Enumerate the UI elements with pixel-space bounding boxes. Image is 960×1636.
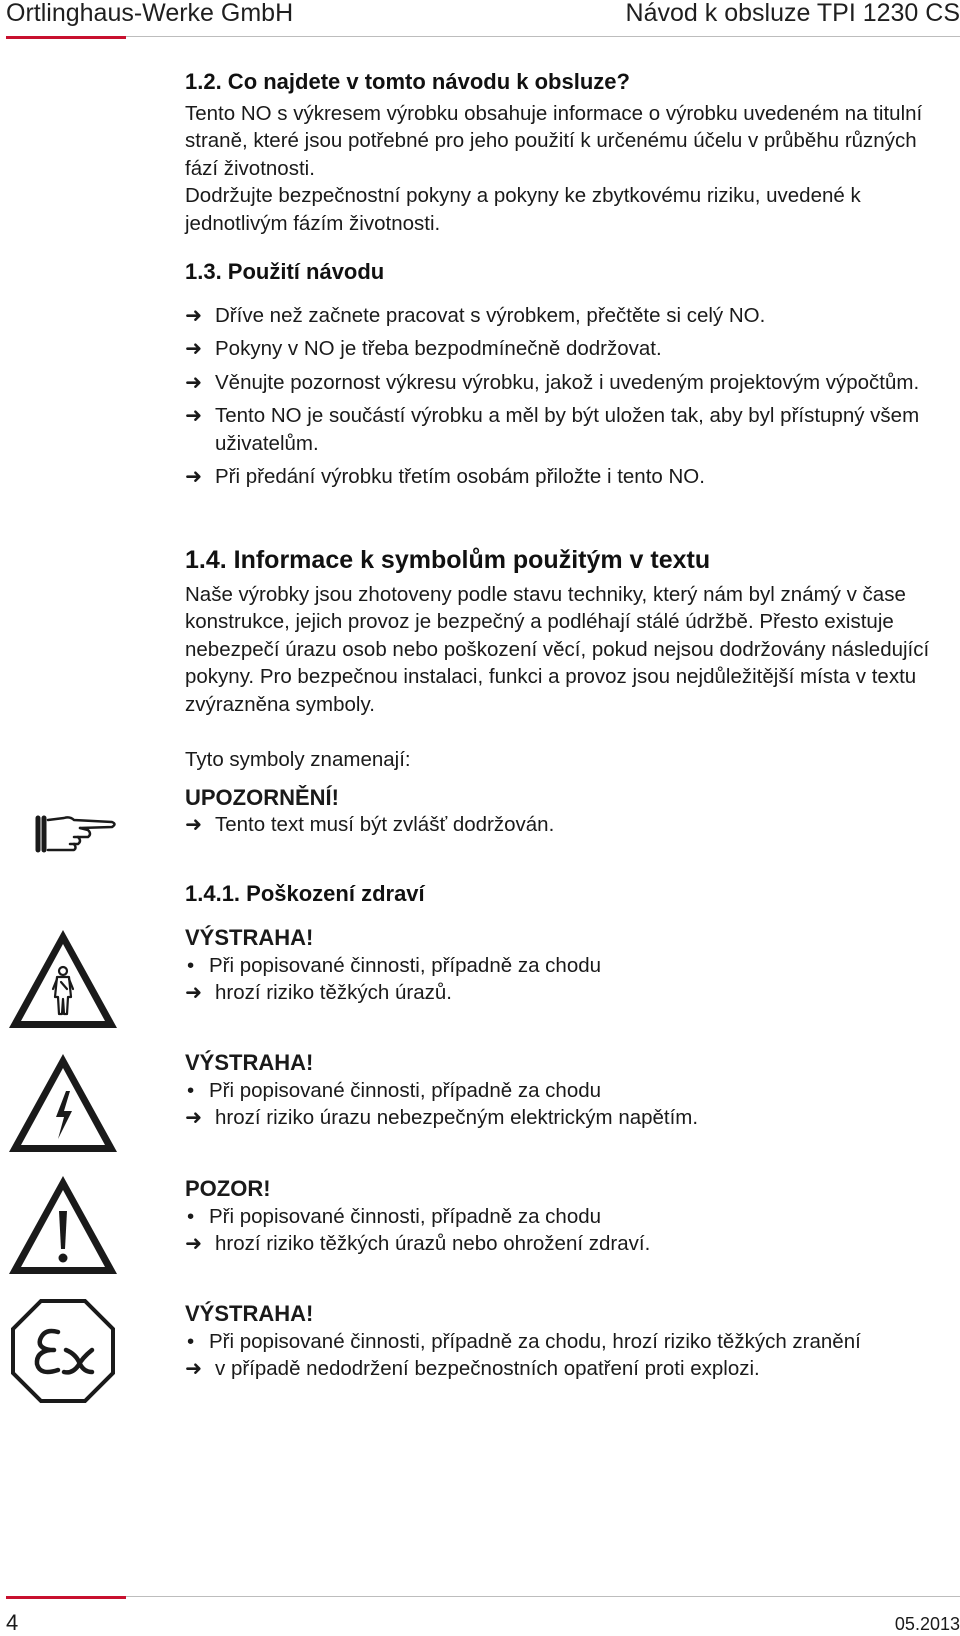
arrow-icon: ➜	[185, 337, 203, 360]
warning-block	[185, 924, 955, 1007]
bullet-icon: •	[187, 1204, 195, 1228]
list-item	[185, 463, 955, 491]
section-title: 1.3. Použití návodu	[185, 259, 385, 284]
footer-accent-bar	[6, 1596, 126, 1599]
bullet-text: Při popisované činnosti, případně za chodu	[209, 1078, 602, 1102]
bullet-line	[185, 1203, 955, 1231]
arrow-icon: ➜	[185, 303, 203, 327]
section-title: 1.4.1. Poškození zdraví	[185, 881, 425, 906]
header-company: Ortlinghaus-Werke GmbH	[6, 0, 294, 27]
bullet-line	[185, 1077, 955, 1105]
arrow-icon: ➜	[185, 1106, 203, 1129]
list-item	[185, 402, 955, 457]
header-divider	[6, 36, 960, 37]
list-item-text: Věnujte pozornost výkresu výrobku, jakož i uvedeným projektovým výpočtům.	[215, 370, 920, 394]
general-warning-icon	[6, 1173, 120, 1277]
notice-label: UPOZORNĚNÍ!	[185, 784, 339, 810]
section-1-4	[185, 547, 955, 839]
warning-block	[185, 1049, 955, 1132]
symbols-intro: Tyto symboly znamenají:	[185, 748, 411, 771]
section-title: 1.4. Informace k symbolům použitým v textu	[185, 546, 711, 574]
bullet-text: Při popisované činnosti, případně za chodu	[209, 1204, 602, 1228]
paragraph: Tento NO s výkresem výrobku obsahuje informace o výrobku uvedeném na titulní straně, které jsou potřebné pro jeho použití k určenému účelu v průběhu různých fází životnosti.	[185, 101, 923, 180]
section-1-3	[185, 258, 955, 491]
list-item-text: Pokyny v NO je třeba bezpodmínečně dodržovat.	[215, 337, 662, 360]
section-1-2	[185, 68, 955, 237]
header-accent-bar	[6, 36, 126, 39]
header-doc-title: Návod k obsluze TPI 1230 CS	[625, 0, 960, 27]
bullet-text: Při popisované činnosti, případně za chodu	[209, 953, 602, 977]
arrow-icon: ➜	[185, 981, 203, 1004]
paragraph: Naše výrobky jsou zhotoveny podle stavu techniky, který nám byl známý v čase konstrukce, jejich provoz je bezpečný a podléhají stálé údržbě. Přesto existuje nebezpečí úrazu osob nebo poškození věcí, pokud nejsou dodržovány následující pokyny. Pro bezpečnou instalaci, funkci a provoz jsou nejdůležitější místa v textu zvýrazněna symboly.	[185, 582, 930, 716]
warning-label: VÝSTRAHA!	[185, 1050, 314, 1075]
section-1-4-1	[185, 880, 955, 908]
arrow-text: v případě nedodržení bezpečnostních opatření proti explozi.	[215, 1357, 760, 1380]
bullet-line	[185, 952, 955, 980]
notice-text: Tento text musí být zvlášť dodržován.	[215, 813, 555, 836]
warning-label: VÝSTRAHA!	[185, 925, 314, 950]
arrow-line	[185, 1230, 955, 1258]
list-item	[185, 369, 955, 397]
warning-block	[185, 1300, 955, 1383]
bullet-icon: •	[187, 1329, 195, 1353]
arrow-line	[185, 1355, 955, 1383]
arrow-line	[185, 1104, 955, 1132]
arrow-icon: ➜	[185, 813, 203, 836]
arrow-icon: ➜	[185, 370, 203, 394]
list-item-text: Dříve než začnete pracovat s výrobkem, přečtěte si celý NO.	[215, 303, 766, 327]
list-item-text: Tento NO je součástí výrobku a měl by být uložen tak, aby byl přístupný všem uživatelům.	[215, 404, 920, 455]
arrow-icon: ➜	[185, 404, 203, 427]
notice-line	[185, 811, 955, 839]
arrow-icon: ➜	[185, 465, 203, 488]
warning-block	[185, 1175, 955, 1258]
arrow-icon: ➜	[185, 1357, 203, 1380]
injury-warning-icon	[6, 927, 120, 1031]
arrow-text: hrozí riziko těžkých úrazů nebo ohrožení zdraví.	[215, 1232, 651, 1255]
arrow-text: hrozí riziko úrazu nebezpečným elektrickým napětím.	[215, 1106, 699, 1129]
arrow-line	[185, 979, 955, 1007]
page-number: 4	[6, 1610, 19, 1635]
list-item	[185, 302, 955, 330]
warning-label: VÝSTRAHA!	[185, 1301, 314, 1326]
electric-warning-icon	[6, 1051, 120, 1155]
arrow-icon: ➜	[185, 1232, 203, 1255]
bullet-icon: •	[187, 953, 195, 977]
bullet-icon: •	[187, 1078, 195, 1102]
section-title: 1.2. Co najdete v tomto návodu k obsluze?	[185, 69, 630, 94]
footer-divider	[6, 1596, 960, 1597]
ex-explosion-icon	[10, 1298, 116, 1404]
arrow-text: hrozí riziko těžkých úrazů.	[215, 981, 452, 1004]
list-item-text: Při předání výrobku třetím osobám přiložte i tento NO.	[215, 465, 705, 488]
footer-date: 05.2013	[894, 1614, 960, 1634]
bullet-text: Při popisované činnosti, případně za chodu, hrozí riziko těžkých zranění	[209, 1329, 861, 1353]
bullet-line	[185, 1328, 955, 1356]
pointing-hand-icon	[34, 812, 120, 856]
warning-label: POZOR!	[185, 1176, 271, 1201]
list-item	[185, 335, 955, 363]
paragraph: Dodržujte bezpečnostní pokyny a pokyny ke zbytkovému riziku, uvedené k jednotlivým fázím životnosti.	[185, 184, 861, 235]
